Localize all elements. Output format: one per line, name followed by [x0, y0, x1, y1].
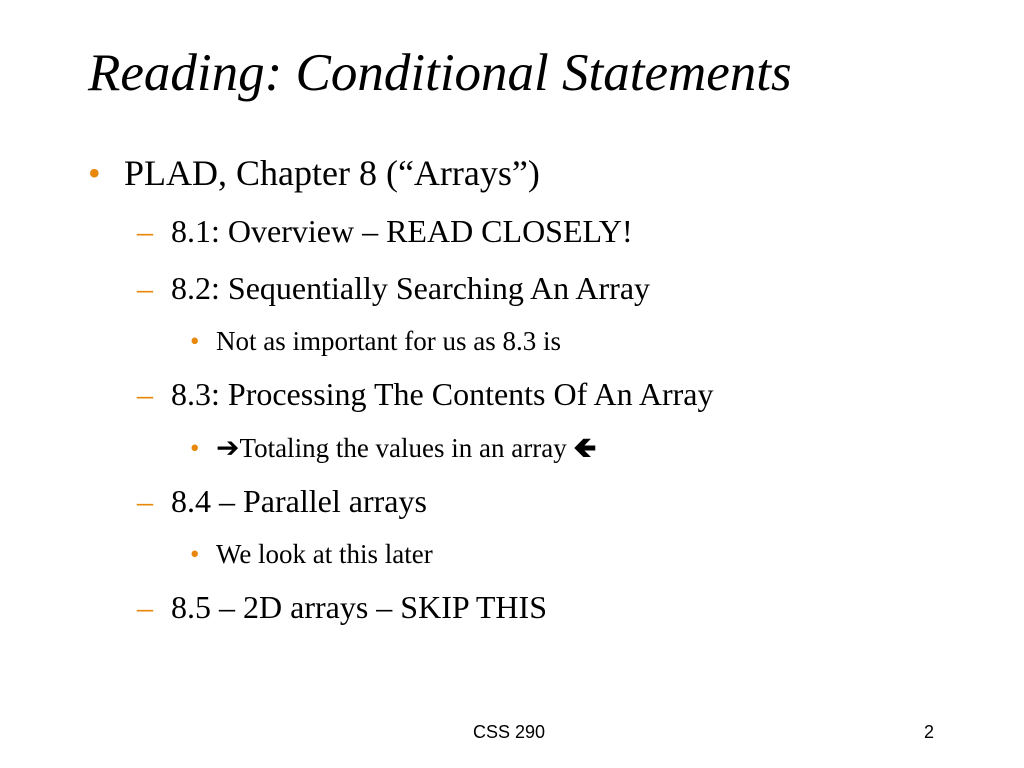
bullet-text: PLAD, Chapter 8 (“Arrays”) — [124, 153, 540, 193]
dash-marker: – — [137, 213, 153, 249]
detail-bullet-text: We look at this later — [216, 539, 433, 569]
bullet-marker: • — [190, 326, 200, 356]
bullet-marker: • — [88, 153, 101, 193]
left-arrow-icon: 🡸 — [573, 431, 597, 464]
slide-title: Reading: Conditional Statements — [88, 44, 792, 102]
dash-marker: – — [137, 270, 153, 306]
sub-bullet-text: 8.4 – Parallel arrays — [171, 483, 427, 519]
footer-course-label: CSS 290 — [473, 722, 546, 742]
bullet-marker: • — [190, 433, 200, 463]
bullet-plad-chapter-8 — [88, 152, 540, 195]
dash-marker: – — [137, 589, 153, 625]
detail-bullet-8-2 — [190, 325, 561, 357]
detail-bullet-text: Totaling the values in an array — [239, 433, 574, 463]
sub-bullet-text: 8.2: Sequentially Searching An Array — [171, 270, 651, 306]
dash-marker: – — [137, 376, 153, 412]
detail-bullet-8-4 — [190, 538, 433, 570]
sub-bullet-text: 8.5 – 2D arrays – SKIP THIS — [171, 589, 547, 625]
sub-bullet-8-2 — [137, 269, 651, 307]
sub-bullet-8-1 — [137, 212, 633, 250]
sub-bullet-8-5 — [137, 588, 547, 626]
sub-bullet-8-3 — [137, 375, 714, 413]
sub-bullet-text: 8.1: Overview – READ CLOSELY! — [171, 213, 633, 249]
sub-bullet-8-4 — [137, 482, 427, 520]
right-arrow-icon: ➔ — [216, 431, 240, 464]
bullet-marker: • — [190, 539, 200, 569]
page-number: 2 — [924, 722, 935, 742]
dash-marker: – — [137, 483, 153, 519]
detail-bullet-text: Not as important for us as 8.3 is — [216, 326, 561, 356]
sub-bullet-text: 8.3: Processing The Contents Of An Array — [171, 376, 714, 412]
detail-bullet-8-3 — [190, 431, 597, 464]
